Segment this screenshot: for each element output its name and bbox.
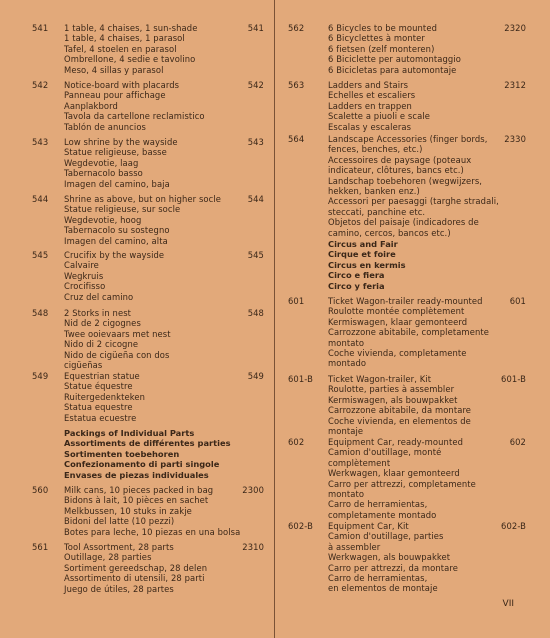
- item-description: [64, 137, 178, 189]
- description-line: Cruz del camino: [64, 291, 134, 302]
- item-description: [64, 308, 171, 370]
- item-number: 542: [32, 80, 49, 90]
- description-line: Landschap toebehoren (wegwijzers,: [328, 175, 483, 186]
- description-line: Ladders en trappen: [328, 100, 412, 111]
- description-line: Statue religieuse, basse: [64, 147, 167, 158]
- category-heading: [328, 239, 406, 291]
- reference-number: 2310: [242, 542, 264, 552]
- description-line: Bidoni del latte (10 pezzi): [64, 516, 175, 527]
- description-line: Tabernacolo su sostegno: [64, 225, 170, 236]
- item-number: 541: [32, 23, 49, 33]
- description-line: Carrozzone abitabile, completamente: [328, 327, 489, 338]
- reference-number: 542: [247, 80, 264, 90]
- reference-number: 2300: [242, 485, 264, 495]
- item-number: 564: [288, 134, 305, 144]
- description-line: Statue religieuse, sur socle: [64, 204, 181, 215]
- item-number: 548: [32, 308, 49, 318]
- description-line: Werkwagen, klaar gemonteerd: [328, 468, 460, 479]
- description-line: Low shrine by the wayside: [64, 137, 178, 147]
- item-description: [328, 296, 489, 369]
- description-line: Carro per attrezzi, completamente: [328, 478, 476, 489]
- reference-number: 2312: [504, 80, 526, 90]
- description-line: Crucifix by the wayside: [64, 250, 165, 260]
- item-description: [64, 80, 205, 132]
- description-line: Accessori per paesaggi (targhe stradali,: [328, 196, 499, 207]
- item-number: 544: [32, 194, 49, 204]
- description-line: 1 table, 4 chaises, 1 sun-shade: [64, 23, 198, 33]
- description-line: Estatua ecuestre: [64, 412, 137, 423]
- description-line: Equipment Car, ready-mounted: [328, 437, 464, 447]
- category-heading-line: Confezionamento di parti singole: [64, 459, 220, 470]
- description-line: Milk cans, 10 pieces packed in bag: [64, 485, 214, 495]
- description-line: Accessoires de paysage (poteaux: [328, 154, 472, 165]
- description-line: completamente montado: [328, 509, 437, 520]
- page-number: VII: [502, 599, 514, 609]
- category-heading-line: Sortimenten toebehoren: [64, 448, 180, 459]
- reference-number: 602-B: [501, 521, 526, 531]
- category-heading: [64, 428, 231, 480]
- description-line: 6 Biciclette per automontaggio: [328, 54, 461, 65]
- item-number: 563: [288, 80, 305, 90]
- description-line: Escalas y escaleras: [328, 121, 412, 132]
- description-line: en elementos de montaje: [328, 583, 438, 594]
- item-description: [64, 371, 145, 423]
- description-line: 2 Storks in nest: [64, 308, 132, 318]
- description-line: Outillage, 28 parties: [64, 552, 152, 563]
- description-line: cigüeñas: [64, 360, 103, 371]
- description-line: camino, cercos, bancos etc.): [328, 227, 451, 238]
- item-number: 561: [32, 542, 49, 552]
- reference-number: 601: [509, 296, 526, 306]
- description-line: Melkbussen, 10 stuks in zakje: [64, 505, 192, 516]
- item-description: [328, 437, 476, 520]
- description-line: Shrine as above, but on higher socle: [64, 194, 222, 204]
- reference-number: 2330: [504, 134, 526, 144]
- category-heading-line: Circo e fiera: [328, 270, 385, 281]
- description-line: Equestrian statue: [64, 371, 140, 381]
- description-line: Carrozzone abitabile, da montare: [328, 405, 472, 416]
- description-line: 6 Bicycles to be mounted: [328, 23, 437, 33]
- item-description: [328, 374, 471, 436]
- reference-number: 549: [247, 371, 264, 381]
- description-line: Wegdevotie, hoog: [64, 214, 142, 225]
- description-line: montaje: [328, 426, 364, 437]
- description-line: Calvaire: [64, 260, 99, 271]
- description-line: Scalette a piuoli e scale: [328, 111, 430, 122]
- reference-number: 601-B: [501, 374, 526, 384]
- description-line: Equipment Car, Kit: [328, 521, 409, 531]
- description-line: Camion d'outillage, monté: [328, 447, 442, 458]
- description-line: Imagen del camino, baja: [64, 178, 170, 189]
- description-line: Roulotte, parties à assembler: [328, 384, 455, 395]
- description-line: Assortimento di utensili, 28 parti: [64, 573, 205, 584]
- description-line: Juego de útiles, 28 partes: [64, 583, 174, 594]
- item-number: 549: [32, 371, 49, 381]
- item-description: [328, 521, 458, 594]
- reference-number: 543: [247, 137, 264, 147]
- description-line: Ticket Wagon-trailer ready-mounted: [328, 296, 483, 306]
- item-number: 560: [32, 485, 49, 495]
- category-heading-line: Circo y feria: [328, 280, 385, 291]
- description-line: Botes para leche, 10 piezas en una bolsa: [64, 526, 241, 537]
- description-line: Landscape Accessories (finger bords,: [328, 134, 488, 144]
- item-number: 602: [288, 437, 305, 447]
- description-line: 6 Bicyclettes à monter: [328, 33, 425, 44]
- description-line: hekken, banken enz.): [328, 186, 420, 197]
- description-line: Statua equestre: [64, 402, 133, 413]
- description-line: Ladders and Stairs: [328, 80, 409, 90]
- description-line: Panneau pour affichage: [64, 90, 166, 101]
- reference-number: 602: [509, 437, 526, 447]
- description-line: Aanplakbord: [64, 100, 118, 111]
- description-line: 6 Bicicletas para automontaje: [328, 64, 457, 75]
- item-description: [64, 194, 221, 246]
- description-line: Tablón de anuncios: [64, 121, 147, 132]
- description-line: complètement: [328, 457, 391, 468]
- description-line: Tabernacolo basso: [64, 168, 143, 179]
- description-line: steccati, panchine etc.: [328, 206, 426, 217]
- description-line: Tafel, 4 stoelen en parasol: [64, 43, 177, 54]
- description-line: Sortiment gereedschap, 28 delen: [64, 562, 208, 573]
- description-line: Camion d'outillage, parties: [328, 531, 444, 542]
- description-line: montato: [328, 337, 365, 348]
- description-line: à assembler: [328, 541, 381, 552]
- description-line: Statue équestre: [64, 381, 133, 392]
- item-number: 601: [288, 296, 305, 306]
- description-line: Coche vivienda, en elementos de: [328, 415, 471, 426]
- item-description: [328, 134, 499, 238]
- description-line: Wegkruis: [64, 270, 104, 281]
- item-number: 601-B: [288, 374, 313, 384]
- description-line: Ruitergedenkteken: [64, 391, 146, 402]
- item-description: [328, 23, 461, 75]
- description-line: Ombrellone, 4 sedie e tavolino: [64, 54, 196, 65]
- reference-number: 544: [247, 194, 264, 204]
- reference-number: 545: [247, 250, 264, 260]
- description-line: montato: [328, 489, 365, 500]
- description-line: Kermiswagen, als bouwpakket: [328, 394, 458, 405]
- item-number: 562: [288, 23, 305, 33]
- item-number: 545: [32, 250, 49, 260]
- description-line: Nido di 2 cicogne: [64, 339, 139, 350]
- description-line: Twee ooievaars met nest: [64, 328, 171, 339]
- item-number: 543: [32, 137, 49, 147]
- category-heading-line: Circus and Fair: [328, 239, 398, 249]
- description-line: Imagen del camino, alta: [64, 235, 168, 246]
- description-line: 6 fietsen (zelf monteren): [328, 43, 435, 54]
- description-line: Nido de cigüeña con dos: [64, 349, 170, 360]
- description-line: Carro de herramientas,: [328, 573, 428, 584]
- description-line: Tavola da cartellone reclamistico: [64, 111, 205, 122]
- category-heading-line: Envases de piezas individuales: [64, 469, 209, 480]
- item-number: 602-B: [288, 521, 313, 531]
- description-line: Objetos del paisaje (indicadores de: [328, 217, 479, 228]
- description-line: Nid de 2 cigognes: [64, 318, 141, 329]
- reference-number: 541: [247, 23, 264, 33]
- description-line: Carro de herramientas,: [328, 499, 428, 510]
- category-heading-line: Cirque et foire: [328, 249, 396, 260]
- description-line: Wegdevotie, laag: [64, 157, 139, 168]
- item-description: [64, 542, 207, 594]
- description-line: Roulotte montée complètement: [328, 306, 465, 317]
- description-line: Ticket Wagon-trailer, Kit: [328, 374, 432, 384]
- description-line: montado: [328, 358, 367, 369]
- description-line: Crocifisso: [64, 281, 106, 292]
- description-line: Werkwagen, als bouwpakket: [328, 552, 451, 563]
- item-description: [64, 485, 240, 537]
- description-line: Carro per attrezzi, da montare: [328, 562, 458, 573]
- right-column: [276, 0, 550, 638]
- reference-number: 2320: [504, 23, 526, 33]
- description-line: Echelles et escaliers: [328, 90, 416, 101]
- description-line: fences, benches, etc.): [328, 144, 423, 155]
- description-line: Kermiswagen, klaar gemonteerd: [328, 316, 468, 327]
- category-heading-line: Assortiments de différentes parties: [64, 438, 231, 449]
- description-line: Bidons à lait, 10 pièces en sachet: [64, 495, 209, 506]
- category-heading-line: Packings of Individual Parts: [64, 428, 195, 438]
- description-line: Notice-board with placards: [64, 80, 180, 90]
- description-line: indicateur, clôtures, bancs etc.): [328, 165, 464, 176]
- description-line: Meso, 4 sillas y parasol: [64, 64, 164, 75]
- item-description: [64, 23, 197, 75]
- description-line: Tool Assortment, 28 parts: [64, 542, 174, 552]
- reference-number: 548: [247, 308, 264, 318]
- description-line: Coche vivienda, completamente: [328, 348, 467, 359]
- item-description: [328, 80, 430, 132]
- item-description: [64, 250, 164, 302]
- description-line: 1 table, 4 chaises, 1 parasol: [64, 33, 185, 44]
- category-heading-line: Circus en kermis: [328, 259, 406, 270]
